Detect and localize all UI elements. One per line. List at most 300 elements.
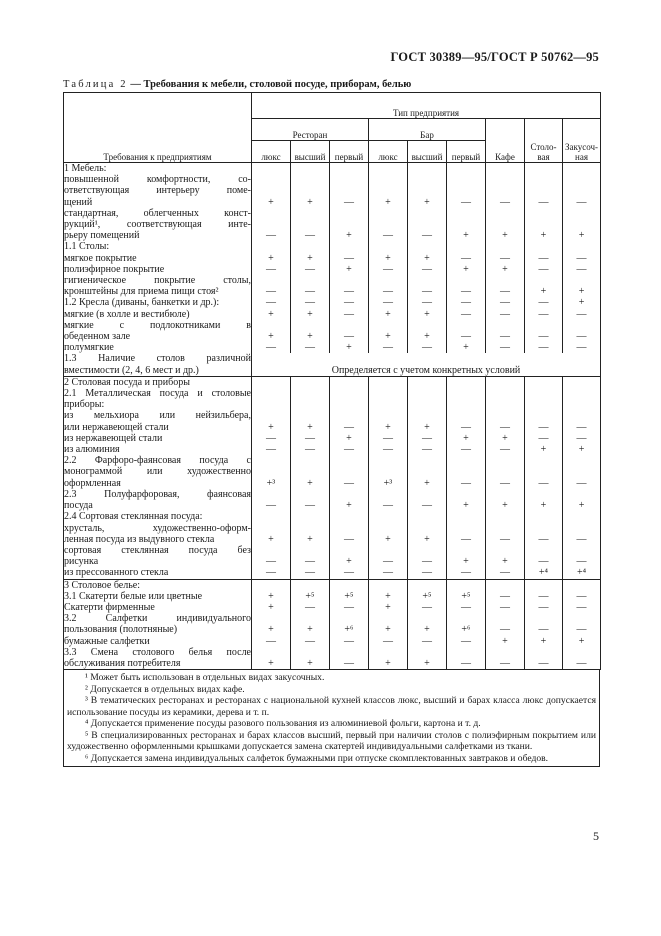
table-row <box>64 636 601 647</box>
row-value: — <box>486 647 525 670</box>
row-value: — <box>525 523 563 545</box>
row-value: — <box>447 275 486 297</box>
row-value: + <box>408 174 447 208</box>
row-value: — <box>486 342 525 353</box>
row-value: — <box>330 455 369 489</box>
row-value <box>330 579 369 591</box>
table-row <box>64 455 601 489</box>
row-value: — <box>563 591 601 602</box>
table-row <box>64 567 601 579</box>
row-requirement <box>64 636 252 647</box>
row-value: + <box>369 174 408 208</box>
requirement-line: полиэфирное покрытие <box>64 263 165 275</box>
row-value: + <box>369 253 408 264</box>
footnote: ⁶ Допускается замена индивидуальных салфеток бумажными при отпуске скомплектованных завтраков и обедов. <box>85 752 549 764</box>
row-value: +⁴ <box>563 567 601 579</box>
requirement-line: 2.3 Полуфарфоровая, фаянсовая <box>64 488 251 500</box>
header-bar-high: высший <box>408 141 447 163</box>
row-value: — <box>369 264 408 275</box>
row-value: — <box>486 567 525 579</box>
footnote: ³ В тематических ресторанах и ресторанах с национальной кухней классов люкс, высший и барах класса люкс допускается использование посуды из керамики, дерева и т. п. <box>67 695 596 718</box>
row-requirement <box>64 647 252 670</box>
row-requirement <box>64 444 252 455</box>
row-value: — <box>447 455 486 489</box>
row-value: +⁴ <box>525 567 563 579</box>
row-value: — <box>563 174 601 208</box>
row-value: — <box>525 253 563 264</box>
requirement-line: 3.3 Смена столового белья после <box>64 646 251 658</box>
row-value: + <box>330 342 369 353</box>
row-value <box>563 163 601 175</box>
table-row <box>64 320 601 342</box>
row-value <box>369 376 408 388</box>
requirement-line: щений <box>64 196 93 208</box>
requirement-line: обеденном зале <box>64 331 131 343</box>
row-requirement <box>64 602 252 613</box>
row-value: +⁶ <box>447 613 486 635</box>
table-row <box>64 444 601 455</box>
row-value <box>525 241 563 252</box>
row-value: + <box>525 275 563 297</box>
row-value: — <box>369 567 408 579</box>
row-value: + <box>408 523 447 545</box>
row-requirement <box>64 353 252 376</box>
row-value <box>330 241 369 252</box>
requirement-line: оформленная <box>64 477 121 489</box>
row-requirement <box>64 489 252 511</box>
row-value: + <box>525 444 563 455</box>
row-value: + <box>330 545 369 567</box>
table-row <box>64 602 601 613</box>
row-value: — <box>408 433 447 444</box>
row-value <box>447 376 486 388</box>
row-value: +⁵ <box>408 591 447 602</box>
row-value <box>252 376 291 388</box>
row-requirement <box>64 376 252 388</box>
table-caption-title: — Требования к мебели, столовой посуде, приборам, белью <box>130 79 412 90</box>
row-value: + <box>525 489 563 511</box>
row-value: + <box>486 489 525 511</box>
row-value: + <box>252 602 291 613</box>
row-value: — <box>447 253 486 264</box>
row-value: — <box>291 264 330 275</box>
row-value <box>291 376 330 388</box>
row-value: — <box>291 208 330 242</box>
row-value: — <box>447 410 486 432</box>
requirement-line: пользования (полотняные) <box>64 624 178 636</box>
requirement-line: вместимости (2, 4, 6 мест и др.) <box>64 364 199 376</box>
table-caption <box>63 79 411 90</box>
row-value: — <box>486 602 525 613</box>
row-value: + <box>369 647 408 670</box>
row-value: — <box>563 523 601 545</box>
row-value: — <box>291 567 330 579</box>
row-requirement <box>64 264 252 275</box>
row-value: — <box>563 410 601 432</box>
row-value: + <box>291 647 330 670</box>
row-value: + <box>252 174 291 208</box>
row-value: — <box>447 523 486 545</box>
row-value: +⁵ <box>330 591 369 602</box>
table-row <box>64 545 601 567</box>
row-requirement <box>64 579 252 591</box>
row-value <box>563 511 601 522</box>
row-value: — <box>486 410 525 432</box>
row-value <box>291 579 330 591</box>
row-value: — <box>330 320 369 342</box>
row-value: — <box>486 253 525 264</box>
row-value: — <box>447 567 486 579</box>
requirement-line: бумажные салфетки <box>64 635 150 647</box>
table-row <box>64 241 601 252</box>
row-value: + <box>563 636 601 647</box>
row-value: +³ <box>252 455 291 489</box>
row-value: — <box>330 444 369 455</box>
row-value: + <box>330 208 369 242</box>
row-value: + <box>408 410 447 432</box>
row-value: — <box>447 602 486 613</box>
row-value <box>291 388 330 410</box>
row-requirement <box>64 320 252 342</box>
row-value: — <box>291 489 330 511</box>
row-value: — <box>408 275 447 297</box>
row-value: — <box>330 253 369 264</box>
row-value <box>252 241 291 252</box>
row-value: — <box>447 174 486 208</box>
row-requirement <box>64 433 252 444</box>
requirement-line: мягкие с подлокотниками в <box>64 319 251 331</box>
table-row <box>64 253 601 264</box>
row-value: — <box>291 433 330 444</box>
requirement-line: из нержавеющей стали <box>64 432 163 444</box>
row-value: — <box>408 264 447 275</box>
row-value: — <box>291 297 330 308</box>
row-value: — <box>252 567 291 579</box>
row-value: — <box>369 433 408 444</box>
row-value: + <box>563 489 601 511</box>
row-value: — <box>563 545 601 567</box>
requirement-line: 2.1 Металлическая посуда и столовые <box>64 388 251 400</box>
table-row <box>64 264 601 275</box>
row-value: + <box>408 320 447 342</box>
row-value: — <box>563 309 601 320</box>
row-requirement <box>64 388 252 410</box>
requirement-line: 3 Столовое белье: <box>64 579 141 591</box>
header-bar-lux: люкс <box>369 141 408 163</box>
requirement-line: 2.2 Фарфоро-фаянсовая посуда с <box>64 455 251 467</box>
row-value: — <box>563 613 601 635</box>
requirement-line: стандартная, облегченных конст- <box>64 207 251 219</box>
requirement-line: ответствующая интерьеру поме- <box>64 185 251 197</box>
requirement-line: 1.3 Наличие столов различной <box>64 353 251 365</box>
requirement-line: приборы: <box>64 399 105 411</box>
requirement-line: 1 Мебель: <box>64 163 107 174</box>
row-value: — <box>525 410 563 432</box>
row-value: — <box>291 545 330 567</box>
row-value: + <box>291 320 330 342</box>
row-value <box>525 511 563 522</box>
requirement-line: посуда <box>64 500 93 512</box>
row-value: + <box>252 253 291 264</box>
row-value <box>486 388 525 410</box>
row-value: + <box>291 309 330 320</box>
row-value: + <box>563 275 601 297</box>
requirement-line: 2.4 Сортовая стеклянная посуда: <box>64 511 203 523</box>
row-value: +⁵ <box>447 591 486 602</box>
row-value <box>486 163 525 175</box>
row-value: — <box>330 636 369 647</box>
row-value: + <box>486 264 525 275</box>
row-value: — <box>408 545 447 567</box>
row-value <box>369 579 408 591</box>
row-value: — <box>369 342 408 353</box>
requirement-line: 1.2 Кресла (диваны, банкетки и др.): <box>64 297 220 309</box>
row-value <box>408 579 447 591</box>
row-value <box>408 511 447 522</box>
row-value: — <box>252 636 291 647</box>
row-value: + <box>525 208 563 242</box>
row-value: — <box>563 455 601 489</box>
row-value <box>563 579 601 591</box>
row-value <box>408 388 447 410</box>
row-value <box>525 163 563 175</box>
row-value: + <box>408 253 447 264</box>
row-value: — <box>330 523 369 545</box>
row-value: + <box>330 489 369 511</box>
row-value: + <box>291 253 330 264</box>
row-requirement <box>64 253 252 264</box>
table-row <box>64 353 601 376</box>
header-bar: Бар <box>369 119 486 141</box>
requirement-line: 2 Столовая посуда и приборы <box>64 376 190 388</box>
row-value: + <box>369 320 408 342</box>
requirement-line: гигиеническое покрытие столы, <box>64 275 251 287</box>
row-value: — <box>330 297 369 308</box>
row-requirement <box>64 174 252 208</box>
requirement-line: сортовая стеклянная посуда без <box>64 544 251 556</box>
row-value: + <box>447 342 486 353</box>
row-value: — <box>486 309 525 320</box>
row-value <box>252 579 291 591</box>
row-value: — <box>525 647 563 670</box>
row-value: + <box>291 613 330 635</box>
row-value: — <box>252 208 291 242</box>
row-value: — <box>252 545 291 567</box>
row-value: — <box>252 489 291 511</box>
row-value <box>486 511 525 522</box>
row-value: + <box>486 433 525 444</box>
requirement-line: 1.1 Столы: <box>64 241 110 253</box>
row-value: + <box>369 410 408 432</box>
row-value <box>408 241 447 252</box>
row-value: — <box>369 444 408 455</box>
row-value: + <box>486 208 525 242</box>
row-value: — <box>486 275 525 297</box>
row-value: — <box>563 253 601 264</box>
row-value <box>525 376 563 388</box>
row-value: +⁵ <box>291 591 330 602</box>
row-value: — <box>486 174 525 208</box>
row-value: — <box>330 174 369 208</box>
requirement-line: 3.1 Скатерти белые или цветные <box>64 590 203 602</box>
header-restaurant-high: высший <box>291 141 330 163</box>
row-value: — <box>252 444 291 455</box>
row-value: — <box>525 174 563 208</box>
row-value <box>447 388 486 410</box>
table-row <box>64 433 601 444</box>
row-requirement <box>64 342 252 353</box>
requirement-line: ленная посуда из выдувного стекла <box>64 533 215 545</box>
row-requirement <box>64 208 252 242</box>
row-value: — <box>563 264 601 275</box>
row-value: — <box>525 264 563 275</box>
footnote: ⁴ Допускается применение посуды разового пользования из алюминиевой фольги, картона и т. д. <box>85 718 481 730</box>
row-requirement <box>64 275 252 297</box>
row-requirement <box>64 297 252 308</box>
footnote: ² Допускается в отдельных видах кафе. <box>85 683 245 695</box>
table-caption-label: Таблица 2 <box>63 79 128 90</box>
row-value <box>447 511 486 522</box>
row-value: — <box>563 342 601 353</box>
row-value: + <box>369 591 408 602</box>
row-value: + <box>563 208 601 242</box>
requirement-line: монограммой или художественно <box>64 466 251 478</box>
row-value: + <box>252 410 291 432</box>
row-value: + <box>525 636 563 647</box>
row-value <box>252 388 291 410</box>
row-value <box>408 376 447 388</box>
row-requirement <box>64 591 252 602</box>
row-requirement <box>64 545 252 567</box>
requirement-line: 3.2 Салфетки индивидуального <box>64 613 251 625</box>
row-value: + <box>369 602 408 613</box>
row-value: + <box>447 264 486 275</box>
row-value: + <box>291 455 330 489</box>
row-value: + <box>369 523 408 545</box>
row-value: — <box>525 297 563 308</box>
row-value: + <box>408 455 447 489</box>
row-value: — <box>408 602 447 613</box>
row-value: — <box>369 275 408 297</box>
requirement-line: рукций¹, соответствующая инте- <box>64 219 251 231</box>
page-number: 5 <box>593 829 599 843</box>
row-value <box>447 241 486 252</box>
header-restaurant: Ресторан <box>252 119 369 141</box>
footnotes <box>63 670 600 767</box>
row-value: + <box>408 309 447 320</box>
row-value: + <box>486 636 525 647</box>
requirement-line: мягкое покрытие <box>64 252 137 264</box>
row-value: + <box>330 264 369 275</box>
row-value: — <box>369 208 408 242</box>
table-row <box>64 410 601 432</box>
row-value <box>563 241 601 252</box>
row-value <box>369 163 408 175</box>
row-value: — <box>408 444 447 455</box>
row-value: + <box>563 444 601 455</box>
row-value <box>563 376 601 388</box>
standard-number: ГОСТ 30389—95/ГОСТ Р 50762—95 <box>390 50 599 64</box>
row-value: + <box>369 613 408 635</box>
row-value <box>447 163 486 175</box>
requirement-line: мягкие (в холле и вестибюле) <box>64 308 190 320</box>
row-requirement <box>64 410 252 432</box>
row-value: + <box>369 309 408 320</box>
row-value: + <box>252 613 291 635</box>
row-value: + <box>408 613 447 635</box>
row-value: — <box>563 647 601 670</box>
row-value: — <box>408 636 447 647</box>
row-value: — <box>252 275 291 297</box>
table-row <box>64 376 601 388</box>
row-requirement <box>64 523 252 545</box>
header-restaurant-lux: люкс <box>252 141 291 163</box>
row-value: — <box>291 342 330 353</box>
row-note: Определяется с учетом конкретных условий <box>252 353 601 376</box>
row-value: — <box>486 613 525 635</box>
row-value: — <box>291 602 330 613</box>
row-value: + <box>330 433 369 444</box>
footnote: ¹ Может быть использован в отдельных видах закусочных. <box>85 672 325 684</box>
row-value: + <box>447 545 486 567</box>
row-value: — <box>330 410 369 432</box>
row-requirement <box>64 241 252 252</box>
row-value: — <box>525 433 563 444</box>
row-value: — <box>525 309 563 320</box>
row-value: — <box>330 602 369 613</box>
row-value: + <box>447 433 486 444</box>
row-value <box>330 163 369 175</box>
row-value <box>291 241 330 252</box>
requirement-line: обслуживания потребителя <box>64 657 181 669</box>
table-row <box>64 647 601 670</box>
row-value: — <box>525 342 563 353</box>
table-row <box>64 579 601 591</box>
row-value: + <box>252 591 291 602</box>
table-row <box>64 208 601 242</box>
row-value <box>369 511 408 522</box>
row-value: — <box>563 602 601 613</box>
requirements-table <box>63 92 601 670</box>
row-value: — <box>486 444 525 455</box>
row-requirement <box>64 309 252 320</box>
table-row <box>64 591 601 602</box>
requirement-line: рьеру помещений <box>64 230 140 242</box>
row-value: + <box>291 523 330 545</box>
row-value: + <box>252 523 291 545</box>
row-value: + <box>252 309 291 320</box>
row-value: +³ <box>369 455 408 489</box>
row-value: — <box>408 342 447 353</box>
table-row <box>64 174 601 208</box>
row-value: — <box>330 567 369 579</box>
requirement-line: повышенной комфортности, со- <box>64 174 251 186</box>
table-row <box>64 297 601 308</box>
row-value: — <box>369 545 408 567</box>
footnote: ⁵ В специализированных ресторанах и барах классов высший, первый при наличии столов с полиэфирным покрытием или художественно оформленными крышками допускается замена скатертей индивидуальными салфетками из ткани. <box>67 729 596 753</box>
row-value: — <box>291 444 330 455</box>
row-value: — <box>447 320 486 342</box>
row-value: — <box>291 275 330 297</box>
requirement-line: из прессованного стекла <box>64 567 169 579</box>
row-value: + <box>252 647 291 670</box>
row-value: — <box>330 309 369 320</box>
table-row <box>64 163 601 175</box>
row-value <box>408 163 447 175</box>
row-value <box>252 511 291 522</box>
table-row <box>64 511 601 522</box>
row-value: — <box>447 444 486 455</box>
